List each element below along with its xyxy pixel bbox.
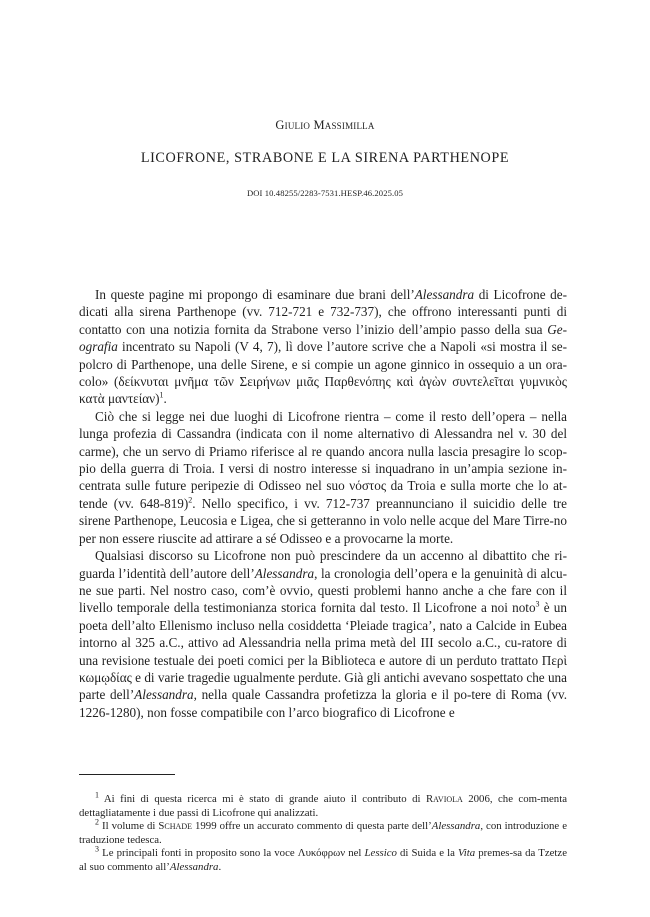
footnotes xyxy=(79,790,567,875)
article-title: LICOFRONE, STRABONE E LA SIRENA PARTHENOPE xyxy=(140,150,510,166)
article-body xyxy=(79,286,567,721)
paragraph-3: Qualsiasi discorso su Licofrone non può prescindere da un accenno al dibattito che ri-guarda l’identità dell’autore dell’Alessandra, la cronologia dell’opera e la genuinità di alcu-ne sue parti. Nel nostro caso, com’è ovvio, questi problemi hanno anche a che fare con il livello temporale della testimonianza storica fornita dal testo. Il Licofrone a noi noto$^3$ è un poeta dell’alto Ellenismo incluso nella cosiddetta ‘Pleiade tragica’, nato a Calcide in Eubea intorno al 325 a.C., attivo ad Alessandria nella prima metà del III secolo a.C., cu-ratore di una revisione testuale dei poeti comici per la Biblioteca e autore di un perduto trattato Περὶ κωμῳδίας e di varie tragedie ugualmente perdute. Già gli antichi avevano sospettato che una parte dell’Alessandra, nella quale Cassandra profetizza la gloria e il po-tere di Roma (vv. 1226-1280), non fosse compatibile con l’arco biografico di Licofrone e xyxy=(79,548,567,720)
footnote-divider xyxy=(79,774,175,775)
paragraph-1: In queste pagine mi propongo di esaminare due brani dell’Alessandra di Licofrone de-dicati alla sirena Parthenope (vv. 712-721 e 732-737), che offrono interessanti punti di contatto con una notizia fornita da Strabone verso l’inizio dell’ampio passo della sua Ge-ografia incentrato su Napoli (V 4, 7), lì dove l’autore scrive che a Napoli «si mostra il se-polcro di Parthenope, una delle Sirene, e si compie un agone ginnico in ossequio a un ora-colo» (δείκνυται μνῆμα τῶν Σειρήνων μιᾶς Παρθενόπης καὶ ἀγὼν συντελεῖται γυμνικὸς κατὰ μαντείαν)$^1$. xyxy=(79,287,567,407)
footnote-2: $^2$ Il volume di Schade 1999 offre un accurato commento di questa parte dell’Alessandra, con introduzione e traduzione tedesca. xyxy=(79,817,567,846)
footnote-1: $^1$ Ai fini di questa ricerca mi è stato di grande aiuto il contributo di Raviola 2006, che com-menta dettagliatamente i due passi di Licofrone qui analizzati. xyxy=(79,790,567,819)
footnote-3: $^3$ Le principali fonti in proposito sono la voce Λυκόφρων nel Lessico di Suida e la Vita premes-sa da Tzetze al suo commento all’Alessandra. xyxy=(79,844,567,873)
paragraph-2: Ciò che si legge nei due luoghi di Licofrone rientra – come il resto dell’opera – nella lunga profezia di Cassandra (indicata con il nome alternativo di Alessandra nel v. 30 del carme), che un servo di Priamo riferisce al re quando ancora nulla lascia presagire lo scop-pio della guerra di Troia. I versi di nostro interesse si inquadrano in un’ampia sezione in-centrata sulle future peripezie di Odisseo nel suo νόστος da Troia e sulla morte che lo at-tende (vv. 648-819)$^2$. Nello specifico, i vv. 712-737 preannunciano il suicidio delle tre sirene Parthenope, Leucosia e Ligea, che si getteranno in volo nelle acque del Mare Tirre-no per non essere riuscite ad attirare a sé Odisseo e a provocarne la morte. xyxy=(79,408,567,546)
doi-line: DOI 10.48255/2283-7531.HESP.46.2025.05 xyxy=(246,188,404,198)
footnote-ref-1[interactable]: 1 xyxy=(159,391,164,401)
footnote-ref-2[interactable]: 2 xyxy=(188,495,193,505)
footnote-ref-3[interactable]: 3 xyxy=(535,599,540,609)
author-name: Giulio Massimilla xyxy=(275,118,375,132)
